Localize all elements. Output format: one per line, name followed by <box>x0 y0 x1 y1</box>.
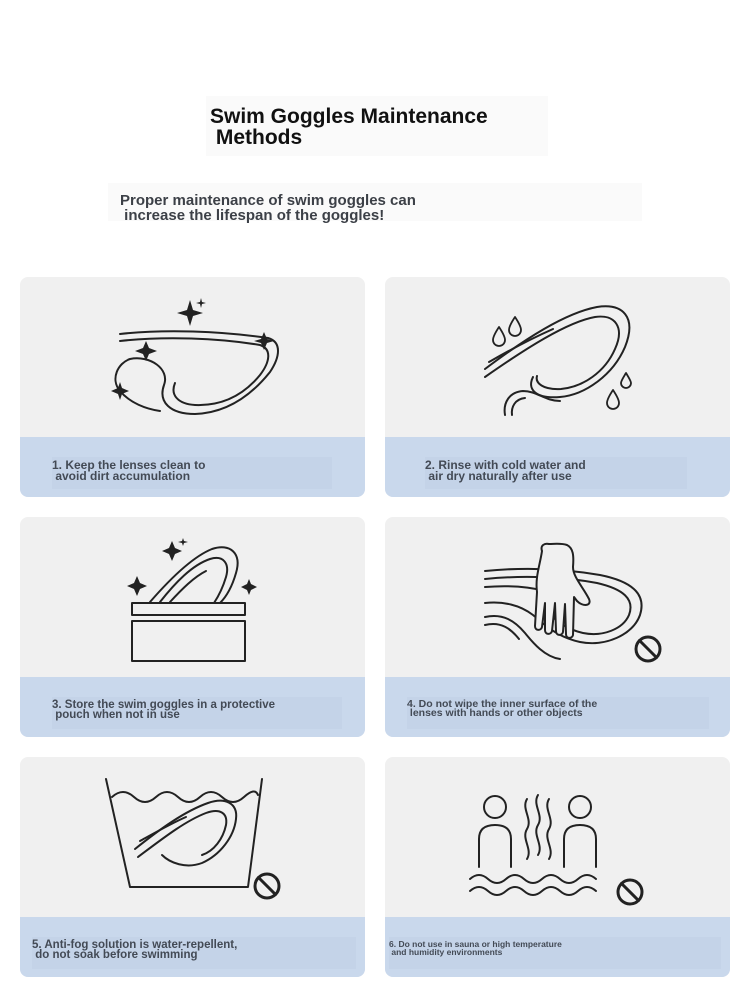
tip-card-4 <box>385 517 730 737</box>
tip-card-3 <box>20 517 365 737</box>
caption-band <box>385 677 730 737</box>
caption-band <box>20 677 365 737</box>
caption-band <box>20 437 365 497</box>
sauna-prohibited-icon <box>385 757 730 917</box>
tip-card-1 <box>20 277 365 497</box>
tip-card-5 <box>20 757 365 977</box>
card-2-caption: 2. Rinse with cold water and air dry naturally after use <box>425 457 687 489</box>
goggles-water-drops-icon <box>385 277 730 437</box>
page-title: Swim Goggles Maintenance Methods <box>206 96 548 156</box>
card-6-caption: 6. Do not use in sauna or high temperature and humidity environments <box>389 937 721 969</box>
goggles-soaking-prohibited-icon <box>20 757 365 917</box>
page-subtitle: Proper maintenance of swim goggles can increase the lifespan of the goggles! <box>108 183 642 221</box>
caption-band <box>385 437 730 497</box>
caption-band <box>385 917 730 977</box>
card-5-caption: 5. Anti-fog solution is water-repellent, do not soak before swimming <box>32 937 356 969</box>
tip-card-6 <box>385 757 730 977</box>
hand-wiping-goggles-prohibited-icon <box>385 517 730 677</box>
card-4-caption: 4. Do not wipe the inner surface of the lenses with hands or other objects <box>407 697 709 729</box>
sparkling-goggles-icon <box>20 277 365 437</box>
goggles-in-case-icon <box>20 517 365 677</box>
card-3-caption: 3. Store the swim goggles in a protective pouch when not in use <box>52 697 342 729</box>
tip-card-2 <box>385 277 730 497</box>
card-1-caption: 1. Keep the lenses clean to avoid dirt accumulation <box>52 457 332 489</box>
caption-band <box>20 917 365 977</box>
